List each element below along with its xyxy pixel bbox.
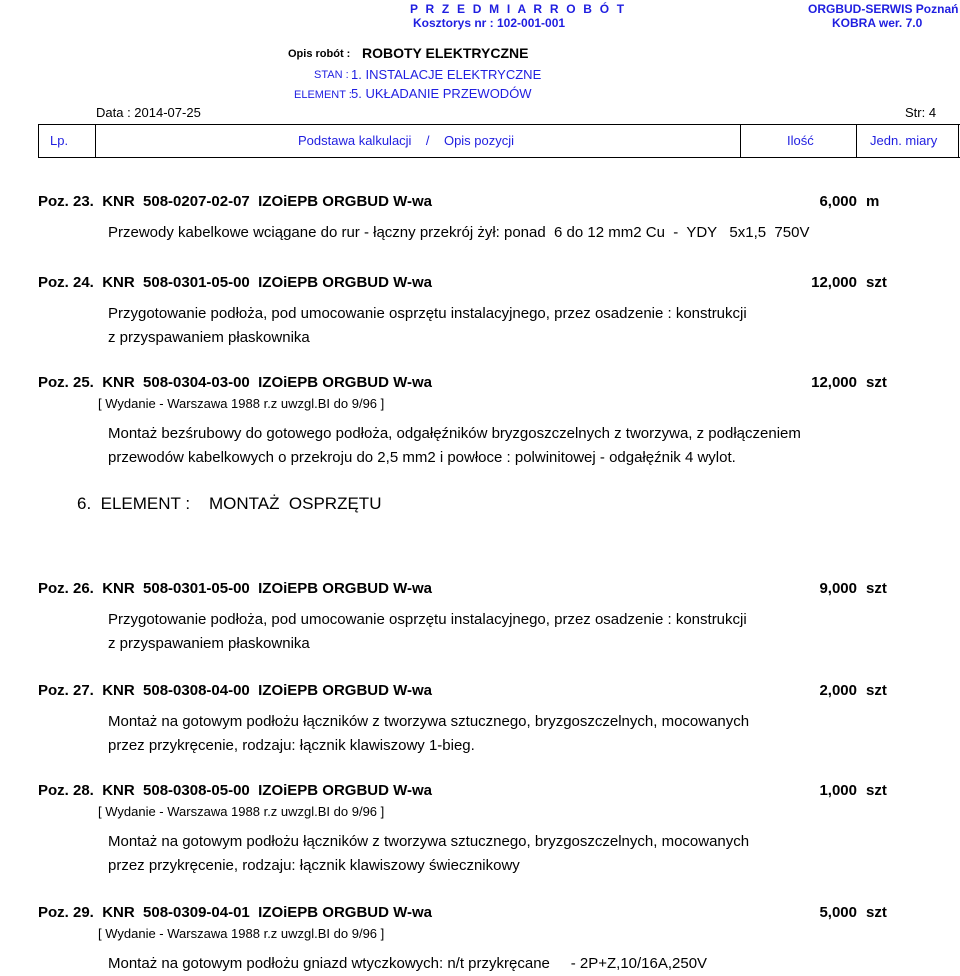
position-header: Poz. 24. KNR 508-0301-05-00 IZOiEPB ORGBUD W-wa (38, 274, 432, 291)
position-unit: szt (866, 782, 887, 799)
position-unit: szt (866, 682, 887, 699)
table-right-border (958, 124, 959, 158)
position-header: Poz. 25. KNR 508-0304-03-00 IZOiEPB ORGBUD W-wa (38, 374, 432, 391)
table-left-border (38, 124, 39, 158)
company-name: ORGBUD-SERWIS Poznań (808, 2, 959, 16)
section-header: 6. ELEMENT : MONTAŻ OSPRZĘTU (77, 494, 382, 513)
position-quantity: 1,000 (819, 782, 857, 799)
column-jedn: Jedn. miary (870, 133, 938, 148)
kosztorys-number: Kosztorys nr : 102-001-001 (413, 16, 566, 30)
software-version: KOBRA wer. 7.0 (832, 16, 923, 30)
position-quantity: 12,000 (811, 274, 857, 291)
element-label: ELEMENT : (294, 89, 352, 101)
position-header: Poz. 23. KNR 508-0207-02-07 IZOiEPB ORGBUD W-wa (38, 193, 432, 210)
document-title: P R Z E D M I A R R O B Ó T (410, 2, 627, 16)
table-bottom-border (38, 157, 960, 158)
position-unit: m (866, 193, 880, 210)
position-description: Montaż na gotowym podłożu gniazd wtyczkowych: n/t przykręcane - 2P+Z,10/16A,250V (108, 955, 708, 972)
position-quantity: 5,000 (819, 904, 857, 921)
position-description: Montaż na gotowym podłożu łączników z tworzywa sztucznego, bryzgoszczelnych, mocowanych przez przykręcenie, rodzaju: łącznik klawiszowy 1-bieg. (108, 713, 750, 754)
table-divider-ilosc (856, 124, 857, 158)
position-description: Przygotowanie podłoża, pod umocowanie osprzętu instalacyjnego, przez osadzenie : konstrukcji z przyspawaniem płaskownika (108, 305, 747, 346)
element-value: 5. UKŁADANIE PRZEWODÓW (351, 86, 532, 101)
position-unit: szt (866, 374, 887, 391)
position-note: [ Wydanie - Warszawa 1988 r.z uwzgl.BI do 9/96 ] (98, 926, 385, 941)
position-quantity: 12,000 (811, 374, 857, 391)
position-header: Poz. 29. KNR 508-0309-04-01 IZOiEPB ORGBUD W-wa (38, 904, 432, 921)
position-note: [ Wydanie - Warszawa 1988 r.z uwzgl.BI do 9/96 ] (98, 804, 385, 819)
table-divider-opis (740, 124, 741, 158)
column-ilosc: Ilość (787, 133, 814, 148)
position-header: Poz. 26. KNR 508-0301-05-00 IZOiEPB ORGBUD W-wa (38, 580, 432, 597)
position-header: Poz. 28. KNR 508-0308-05-00 IZOiEPB ORGBUD W-wa (38, 782, 432, 799)
position-description: Montaż na gotowym podłożu łączników z tworzywa sztucznego, bryzgoszczelnych, mocowanych przez przykręcenie, rodzaju: łącznik klawiszowy świecznikowy (108, 833, 750, 874)
opis-label: Opis robót : (288, 48, 351, 60)
table-divider-lp (95, 124, 96, 158)
position-unit: szt (866, 904, 887, 921)
position-header: Poz. 27. KNR 508-0308-04-00 IZOiEPB ORGBUD W-wa (38, 682, 432, 699)
column-lp: Lp. (50, 133, 69, 148)
table-top-border (38, 124, 960, 125)
stan-value: 1. INSTALACJE ELEKTRYCZNE (351, 67, 542, 82)
position-description: Montaż bezśrubowy do gotowego podłoża, odgałęźników bryzgoszczelnych z tworzywa, z podłączeniem przewodów kabelkowych o przekroju do 2,5 mm2 i powłoce : polwinitowej - odgałęźnik 4 wylot. (108, 425, 801, 466)
position-description: Przewody kabelkowe wciągane do rur - łączny przekrój żył: ponad 6 do 12 mm2 Cu - YDY 5x1,5 750V (108, 224, 810, 241)
page-number: Str: 4 (905, 105, 937, 120)
opis-value: ROBOTY ELEKTRYCZNE (362, 45, 529, 61)
stan-label: STAN : (314, 69, 349, 81)
position-unit: szt (866, 274, 887, 291)
date-line: Data : 2014-07-25 (96, 105, 201, 120)
position-quantity: 9,000 (819, 580, 857, 597)
position-note: [ Wydanie - Warszawa 1988 r.z uwzgl.BI do 9/96 ] (98, 396, 385, 411)
position-quantity: 2,000 (819, 682, 857, 699)
column-podstawa: Podstawa kalkulacji / Opis pozycji (298, 133, 515, 148)
position-unit: szt (866, 580, 887, 597)
position-quantity: 6,000 (819, 193, 857, 210)
position-description: Przygotowanie podłoża, pod umocowanie osprzętu instalacyjnego, przez osadzenie : konstrukcji z przyspawaniem płaskownika (108, 611, 747, 652)
